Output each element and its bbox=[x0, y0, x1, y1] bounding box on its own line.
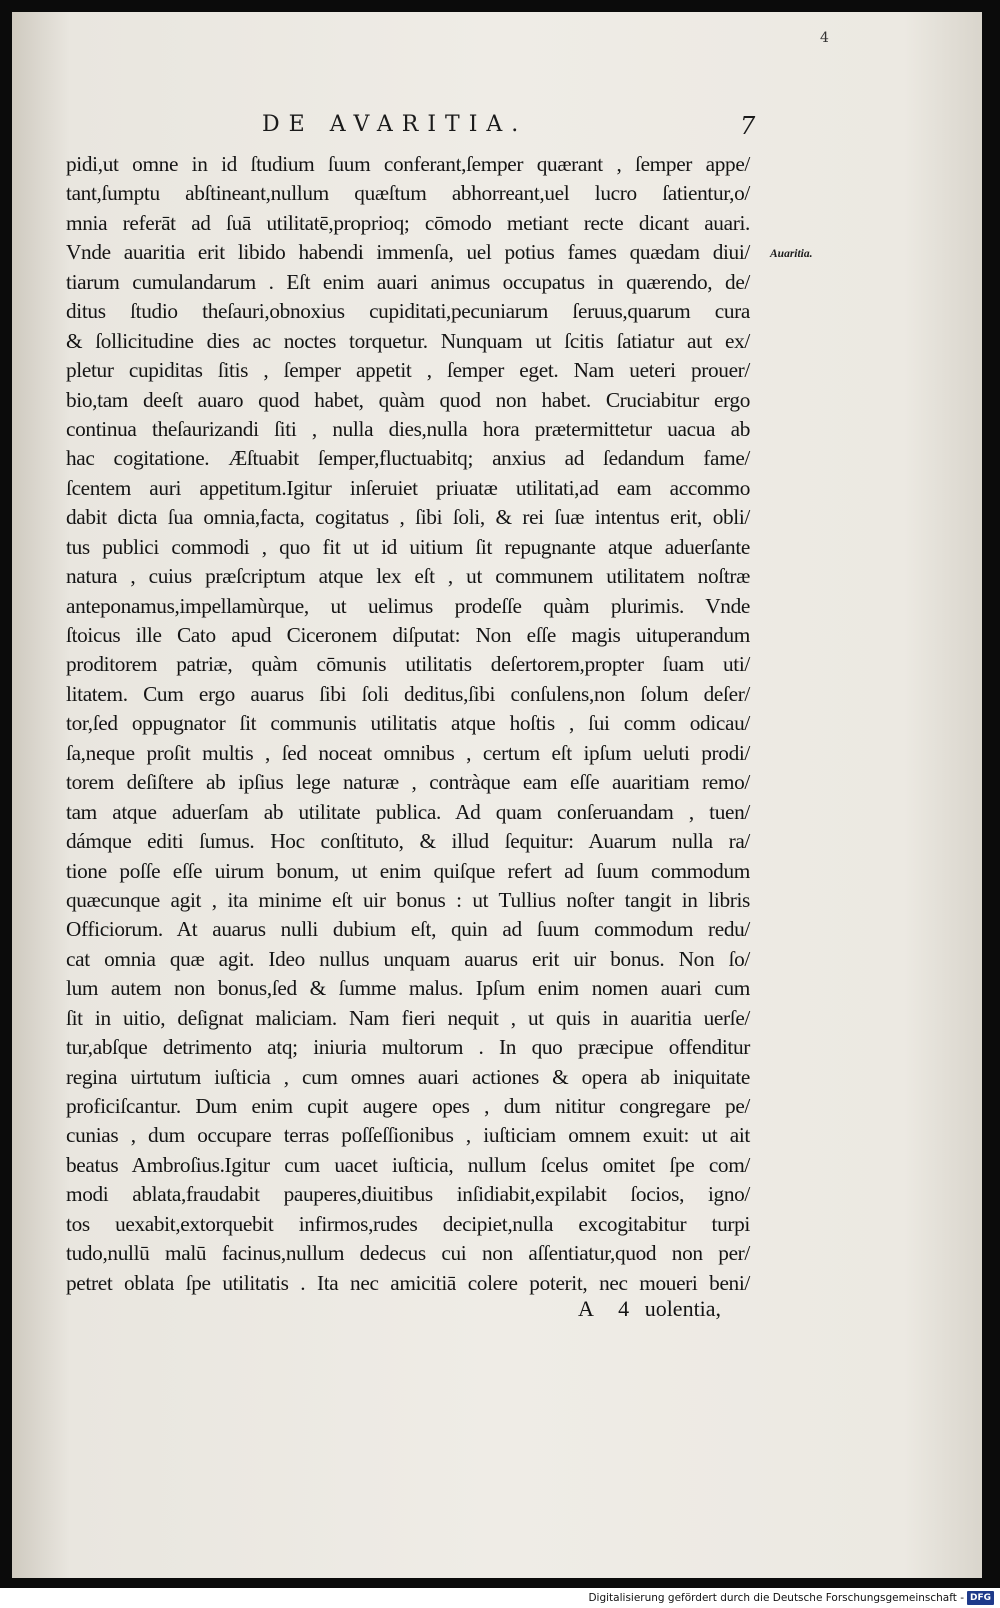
text-line: proficiſcantur. Dum enim cupit augere opes , dum nititur congregare pe/ bbox=[66, 1094, 750, 1118]
text-line: bio,tam deeſt auaro quod habet, quàm quod non habet. Cruciabitur ergo bbox=[66, 387, 750, 412]
text-line: tam atque aduerſam ab utilitate publica. Ad quam conſeruandam , tuen/ bbox=[66, 799, 750, 824]
text-line: dámque editi ſumus. Hoc conſtituto, & illud ſequitur: Auarum nulla ra/ bbox=[66, 829, 750, 854]
marginal-note: Auaritia. bbox=[770, 248, 813, 260]
signature-mark: A 4 bbox=[578, 1296, 640, 1321]
text-line: tione poſſe eſſe uirum bonum, ut enim quiſque refert ad ſuum commodum bbox=[66, 858, 750, 883]
text-line: ſit in uitio, deſignat maliciam. Nam fieri nequit , ut quis in auaritia uerſe/ bbox=[66, 1005, 750, 1030]
text-line: tos uexabit,extorquebit infirmos,rudes decipiet,nulla excogitabitur turpi bbox=[66, 1211, 750, 1236]
text-line: natura , cuius præſcriptum atque lex eſt , ut communem utilitatem noſtræ bbox=[66, 564, 750, 589]
text-line: modi ablata,fraudabit pauperes,diuitibus inſidiabit,expilabit ſocios, igno/ bbox=[66, 1182, 750, 1207]
text-line: proditorem patriæ, quàm cōmunis utilitatis deſertorem,propter ſuam uti/ bbox=[66, 652, 750, 677]
dfg-logo-icon: DFG bbox=[967, 1591, 994, 1605]
digitization-footer bbox=[588, 1588, 994, 1608]
text-line: quæcunque agit , ita minime eſt uir bonus : ut Tullius noſter tangit in libris bbox=[66, 887, 750, 912]
text-line: Officiorum. At auarus nulli dubium eſt, quin ad ſuum commodum redu/ bbox=[66, 917, 750, 942]
text-line: pidi,ut omne in id ſtudium ſuum conferant,ſemper quærant , ſemper appe/ bbox=[66, 152, 750, 176]
text-line: tant,ſumptu abſtineant,nullum quæſtum abhorreant,uel lucro ſatientur,o/ bbox=[66, 181, 750, 206]
text-line: tur,abſque detrimento atq; iniuria multorum . In quo præcipue offenditur bbox=[66, 1035, 750, 1060]
running-header bbox=[262, 112, 762, 140]
text-line: petret oblata ſpe utilitatis . Ita nec amicitiā colere poterit, nec moueri beni/ bbox=[66, 1270, 750, 1295]
text-line: beatus Ambroſius.Igitur cum uacet iuſticia, nullum ſcelus omitet ſpe com/ bbox=[66, 1152, 750, 1177]
catchline bbox=[578, 1296, 750, 1322]
text-line: litatem. Cum ergo auarus ſibi ſoli deditus,ſibi conſulens,non ſolum deſer/ bbox=[66, 681, 750, 706]
text-line: anteponamus,impellamùrque, ut uelimus prodeſſe quàm plurimis. Vnde bbox=[66, 593, 750, 618]
header-title: DE AVARITIA. bbox=[262, 112, 528, 137]
footer-credit: Digitalisierung gefördert durch die Deutsche Forschungsgemeinschaft - bbox=[588, 1592, 964, 1604]
text-line: lum autem non bonus,ſed & ſumme malus. Ipſum enim nomen auari cum bbox=[66, 976, 750, 1001]
text-line: hac cogitatione. Æſtuabit ſemper,fluctuabitq; anxius ad ſedandum fame/ bbox=[66, 446, 750, 471]
text-line: cunias , dum occupare terras poſſeſſionibus , iuſticiam omnem exuit: ut ait bbox=[66, 1123, 750, 1148]
text-line: cat omnia quæ agit. Ideo nullus unquam auarus erit uir bonus. Non ſo/ bbox=[66, 946, 750, 971]
text-line: pletur cupiditas ſitis , ſemper appetit , ſemper eget. Nam ueteri prouer/ bbox=[66, 358, 750, 383]
text-line: tus publici commodi , quo fit ut id uitium ſit repugnante atque aduerſante bbox=[66, 534, 750, 559]
catchword: uolentia, bbox=[644, 1296, 722, 1321]
text-line: ſtoicus ille Cato apud Ciceronem diſputat: Non eſſe magis uituperandum bbox=[66, 623, 750, 647]
text-line: ſa,neque proſit multis , ſed noceat omnibus , certum eſt ipſum ueluti prodi/ bbox=[66, 740, 750, 765]
corner-mark: 4 bbox=[820, 30, 829, 46]
text-line: Vnde auaritia erit libido habendi immenſa, uel potius fames quædam diui/ bbox=[66, 240, 750, 265]
text-line: regina uirtutum iuſticia , cum omnes auari actiones & opera ab iniquitate bbox=[66, 1064, 750, 1089]
text-line: torem deſiſtere ab ipſius lege naturæ , contràque eam eſſe auaritiam remo/ bbox=[66, 770, 750, 795]
page-number: 7 bbox=[740, 112, 756, 140]
text-line: dabit dicta ſua omnia,facta, cogitatus , ſibi ſoli, & rei ſuæ intentus erit, obli/ bbox=[66, 505, 750, 530]
text-line: continua theſaurizandi ſiti , nulla dies,nulla hora prætermittetur uacua ab bbox=[66, 416, 750, 441]
text-line: mnia referāt ad ſuā utilitatē,proprioq; cōmodo metiant recte dicant auari. bbox=[66, 210, 750, 235]
text-line: ditus ſtudio theſauri,obnoxius cupiditati,pecuniarum ſeruus,quarum cura bbox=[66, 299, 750, 324]
text-line: tor,ſed oppugnator ſit communis utilitatis atque hoſtis , ſui comm odicau/ bbox=[66, 711, 750, 736]
body-text bbox=[66, 150, 750, 1298]
text-line: & ſollicitudine dies ac noctes torquetur. Nunquam ut ſcitis ſatiatur aut ex/ bbox=[66, 328, 750, 353]
text-line: tiarum cumulandarum . Eſt enim auari animus occupatus in quærendo, de/ bbox=[66, 269, 750, 294]
text-line: tudo,nullū malū facinus,nullum dedecus cui non aſſentiatur,quod non per/ bbox=[66, 1241, 750, 1266]
text-line: ſcentem auri appetitum.Igitur inſeruiet priuatæ utilitati,ad eam accommo bbox=[66, 475, 750, 500]
